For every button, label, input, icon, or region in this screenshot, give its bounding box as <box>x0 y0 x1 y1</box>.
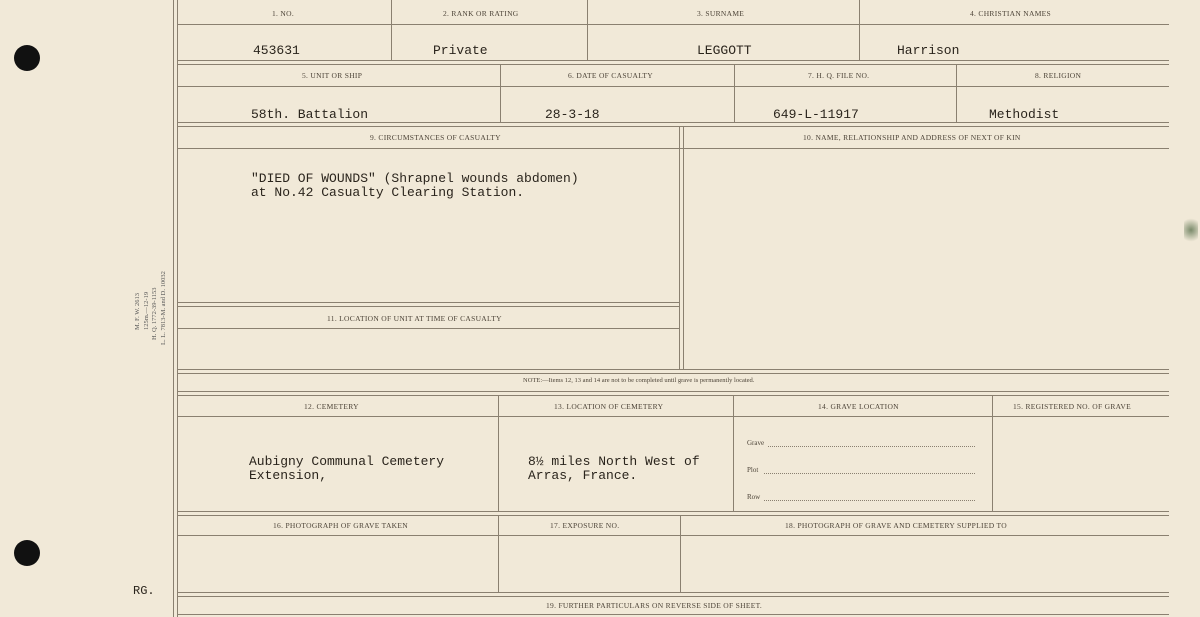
form-code-4: L. L. 7813-M. and D. 10032 <box>160 271 167 345</box>
punch-hole-bottom <box>14 540 40 566</box>
edge-mark <box>1184 215 1198 245</box>
left-border <box>173 0 178 617</box>
label-cemetery: 12. CEMETERY <box>304 402 359 411</box>
form-code-1: M. F. W. 2613 <box>134 292 141 330</box>
punch-hole-top <box>14 45 40 71</box>
label-location-cemetery: 13. LOCATION OF CEMETERY <box>554 402 664 411</box>
row1-div-2 <box>587 0 588 60</box>
value-cemetery-2: Extension, <box>249 468 328 483</box>
grave-label: Grave <box>747 439 765 447</box>
note-text: NOTE:—Items 12, 13 and 14 are not to be completed until grave is permanently located. <box>523 377 755 384</box>
value-circumstances-2: at No.42 Casualty Clearing Station. <box>251 185 525 200</box>
row4-div-1 <box>498 395 499 511</box>
value-location-cemetery-2: Arras, France. <box>528 468 638 483</box>
value-surname: LEGGOTT <box>697 43 752 58</box>
label-photo-supplied: 18. PHOTOGRAPH OF GRAVE AND CEMETERY SUPPLIED TO <box>785 521 1007 530</box>
label-no: 1. NO. <box>272 9 295 18</box>
row2-div-1 <box>500 64 501 122</box>
label-location-unit: 11. LOCATION OF UNIT AT TIME OF CASUALTY <box>327 314 502 323</box>
note-bottom <box>177 391 1169 396</box>
value-no: 453631 <box>253 43 300 58</box>
label-circumstances: 9. CIRCUMSTANCES OF CASUALTY <box>370 133 501 142</box>
label-surname: 3. SURNAME <box>697 9 745 18</box>
row5-bottom <box>177 592 1169 597</box>
row2-label-line <box>177 86 1169 87</box>
value-circumstances-1: "DIED OF WOUNDS" (Shrapnel wounds abdomen) <box>251 171 579 186</box>
grave-dotline <box>768 446 975 447</box>
label-christian-names: 4. CHRISTIAN NAMES <box>970 9 1052 18</box>
label-hq-file: 7. H. Q. FILE NO. <box>808 71 870 80</box>
value-location-cemetery-1: 8½ miles North West of <box>528 454 700 469</box>
row-dotline <box>764 500 975 501</box>
row1-bottom <box>177 60 1169 65</box>
form-code-2: 125m.—12-19 <box>143 291 150 330</box>
value-date-casualty: 28-3-18 <box>545 107 600 122</box>
row5-label-line <box>177 535 1169 536</box>
card-bottom-line <box>177 614 1169 615</box>
label-date-casualty: 6. DATE OF CASUALTY <box>568 71 654 80</box>
label-unit: 5. UNIT OR SHIP <box>302 71 363 80</box>
form-code-3: H. Q. 1772-39-1153 <box>151 287 158 340</box>
label-rank: 2. RANK OR RATING <box>443 9 519 18</box>
row2-div-2 <box>734 64 735 122</box>
row-label: Row <box>747 493 761 501</box>
value-cemetery-1: Aubigny Communal Cemetery <box>249 454 445 469</box>
row1-div-1 <box>391 0 392 60</box>
rg-stamp: RG. <box>133 584 155 598</box>
value-religion: Methodist <box>989 107 1060 122</box>
row2-div-3 <box>956 64 957 122</box>
label-religion: 8. RELIGION <box>1035 71 1082 80</box>
label-exposure: 17. EXPOSURE NO. <box>550 521 620 530</box>
row4-div-3 <box>992 395 993 511</box>
label-further: 19. FURTHER PARTICULARS ON REVERSE SIDE OF SHEET. <box>546 601 763 610</box>
row5-div-1 <box>498 515 499 592</box>
row1-label-line <box>177 24 1169 25</box>
label-registered-no: 15. REGISTERED NO. OF GRAVE <box>1013 402 1131 411</box>
row3-label-line <box>177 148 1169 149</box>
value-unit: 58th. Battalion <box>251 107 369 122</box>
plot-label: Plot <box>747 466 759 474</box>
row3-bottom <box>177 369 1169 374</box>
row4-bottom <box>177 511 1169 516</box>
row3-center-div <box>679 126 684 369</box>
row1-div-3 <box>859 0 860 60</box>
row2-bottom <box>177 122 1169 127</box>
loc-unit-top <box>177 302 679 307</box>
label-next-of-kin: 10. NAME, RELATIONSHIP AND ADDRESS OF NEXT OF KIN <box>803 133 1021 142</box>
value-rank: Private <box>433 43 488 58</box>
row4-label-line <box>177 416 1169 417</box>
plot-dotline <box>764 473 975 474</box>
row5-div-2 <box>680 515 681 592</box>
loc-unit-label-line <box>177 328 679 329</box>
value-hq-file: 649-L-11917 <box>773 107 859 122</box>
row4-div-2 <box>733 395 734 511</box>
label-grave-location: 14. GRAVE LOCATION <box>818 402 899 411</box>
label-photo-taken: 16. PHOTOGRAPH OF GRAVE TAKEN <box>273 521 408 530</box>
value-christian-names: Harrison <box>897 43 960 58</box>
